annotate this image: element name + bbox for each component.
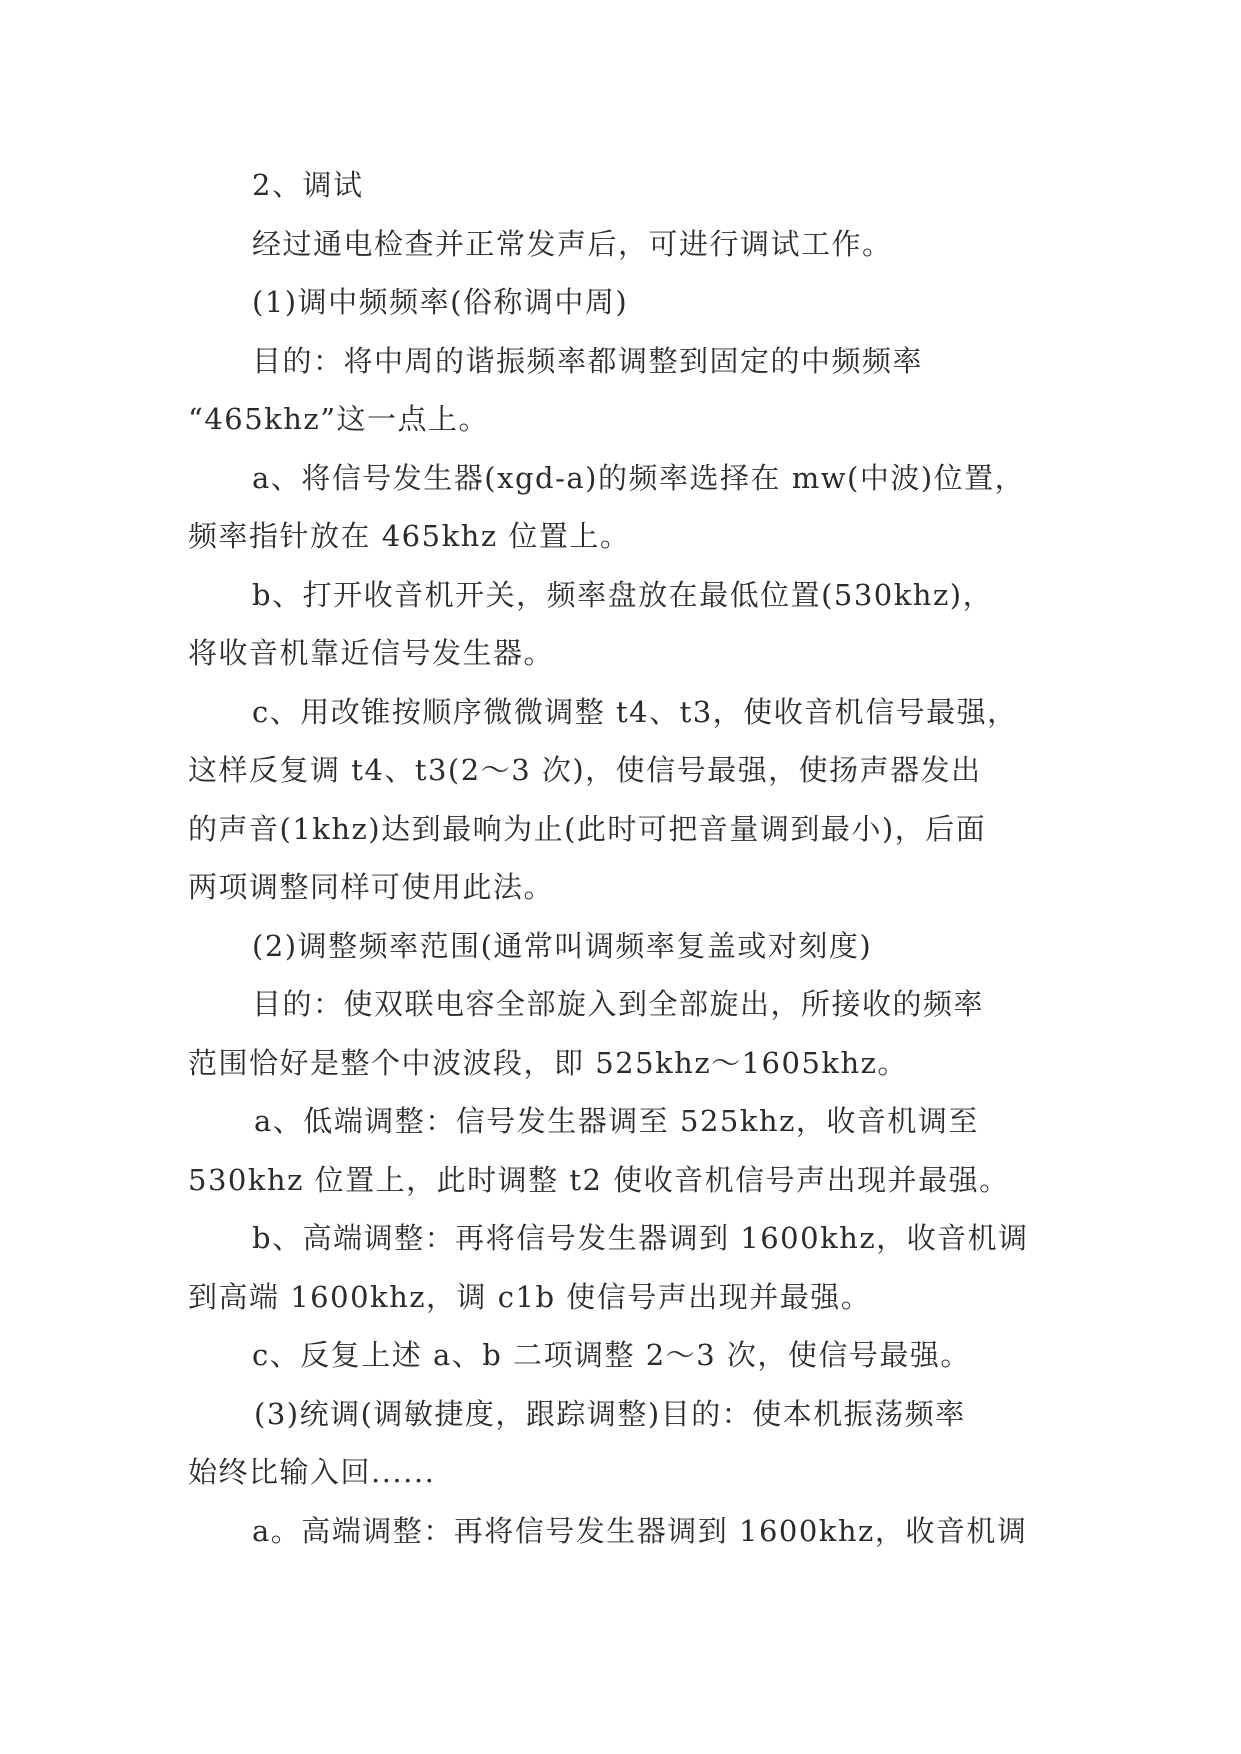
paragraph-line: b、打开收音机开关，频率盘放在最低位置(530khz)，: [252, 577, 994, 612]
paragraph-line: 范围恰好是整个中波波段，即 525khz～1605khz。: [188, 1045, 908, 1080]
paragraph-line: a。高端调整：再将信号发生器调到 1600khz，收音机调: [252, 1513, 1028, 1548]
paragraph-line: a、将信号发生器(xgd-a)的频率选择在 mw(中波)位置，: [252, 460, 1026, 495]
section-heading-debugging: 2、调试: [252, 168, 364, 202]
document-body: [188, 156, 1068, 1560]
paragraph-line: 这样反复调 t4、t3(2～3 次)，使信号最强，使扬声器发出: [188, 753, 982, 787]
paragraph-line: 到高端 1600khz，调 c1b 使信号声出现并最强。: [188, 1279, 872, 1314]
paragraph-line: 频率指针放在 465khz 位置上。: [188, 519, 631, 553]
paragraph-line: c、反复上述 a、b 二项调整 2～3 次，使信号最强。: [252, 1338, 971, 1372]
paragraph-line: 始终比输入回......: [188, 1455, 436, 1489]
paragraph-line: 530khz 位置上，此时调整 t2 使收音机信号声出现并最强。: [188, 1162, 1010, 1197]
subsection-heading-tracking: (3)统调(调敏捷度，跟踪调整)目的：使本机振荡频率: [254, 1396, 966, 1431]
paragraph-line: 经过通电检查并正常发声后，可进行调试工作。: [252, 226, 893, 261]
paragraph-line: 的声音(1khz)达到最响为止(此时可把音量调到最小)，后面: [188, 811, 987, 846]
paragraph-line: 两项调整同样可使用此法。: [188, 870, 555, 904]
paragraph-line: “465khz”这一点上。: [188, 402, 490, 436]
paragraph-line: a、低端调整：信号发生器调至 525khz，收音机调至: [254, 1104, 979, 1138]
paragraph-line: b、高端调整：再将信号发生器调到 1600khz，收音机调: [252, 1221, 1029, 1255]
subsection-heading-frequency-range: (2)调整频率范围(通常叫调频率复盖或对刻度): [252, 928, 873, 963]
paragraph-line: 将收音机靠近信号发生器。: [188, 636, 555, 670]
paragraph-line: 目的：将中周的谐振频率都调整到固定的中频频率: [252, 343, 924, 378]
paragraph-line: c、用改锥按顺序微微调整 t4、t3，使收音机信号最强，: [252, 694, 1018, 729]
paragraph-line: 目的：使双联电容全部旋入到全部旋出，所接收的频率: [252, 987, 985, 1021]
subsection-heading-if-frequency: (1)调中频频率(俗称调中周): [252, 285, 629, 319]
